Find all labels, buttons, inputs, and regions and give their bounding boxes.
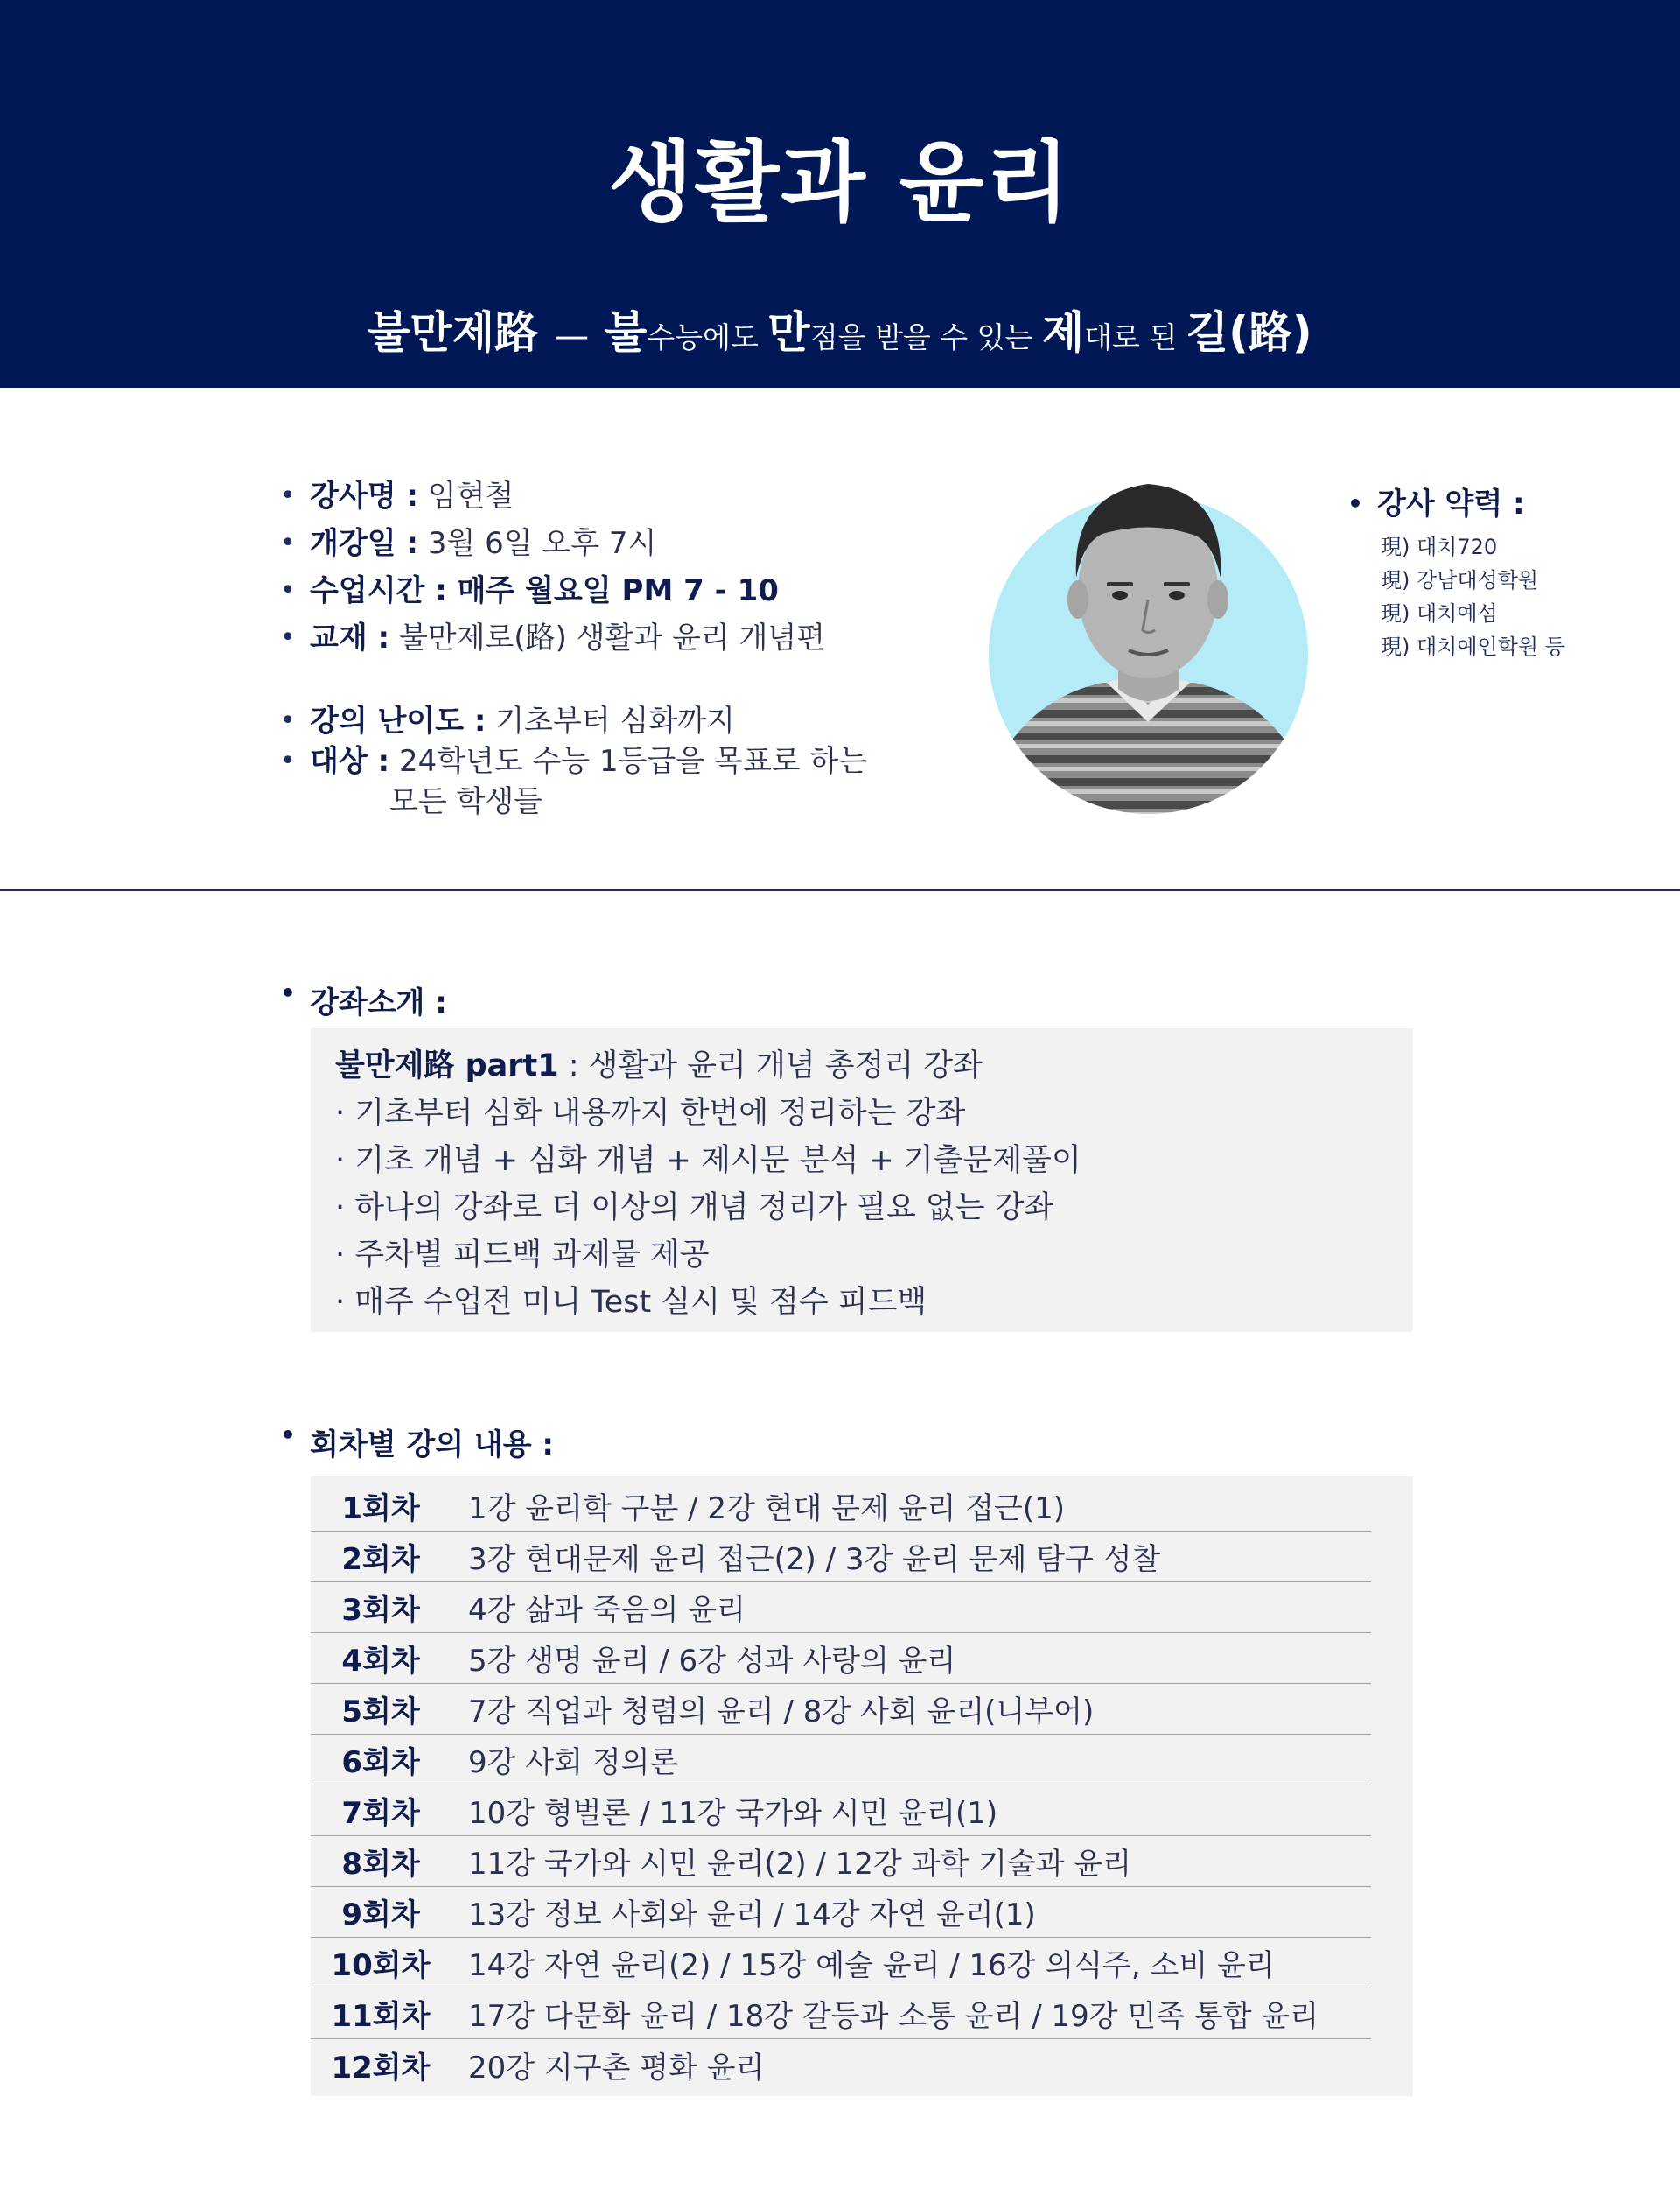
schedule-row: [311, 1836, 1371, 1887]
textbook-value: 불만제로(路) 생활과 윤리 개념편: [398, 621, 826, 656]
session-number: 11회차: [331, 1999, 430, 2034]
instructor-row: [280, 473, 945, 520]
schedule-row: [311, 1785, 1371, 1836]
instructor-label: 강사명 :: [310, 479, 418, 514]
tagline-segment: 수능에도: [647, 320, 768, 354]
start-date-row: [280, 520, 945, 567]
start-date-value: 3월 6일 오후 7시: [427, 526, 657, 561]
career-item: 現) 대치예섬: [1381, 601, 1498, 626]
course-info: [280, 473, 945, 822]
section-divider: [0, 889, 1680, 891]
session-content: 1강 윤리학 구분 / 2강 현대 문제 윤리 접근(1): [468, 1491, 1065, 1526]
instructor-photo: [989, 459, 1308, 814]
class-time-label: 수업시간 : 매주 월요일 PM 7 - 10: [310, 573, 779, 608]
intro-point: · 하나의 강좌로 더 이상의 개념 정리가 필요 없는 강좌: [335, 1190, 1054, 1225]
career-item: 現) 강남대성학원: [1381, 568, 1539, 593]
career-title: • 강사 약력 :: [1348, 483, 1636, 525]
tagline: [0, 298, 1680, 361]
page-title: 생활과 윤리: [608, 131, 1072, 234]
difficulty-row: [280, 701, 945, 741]
schedule-title: • 회차별 강의 내용 :: [280, 1420, 554, 1463]
schedule-row: [311, 1532, 1371, 1582]
session-content: 5강 생명 윤리 / 6강 성과 사랑의 윤리: [468, 1644, 956, 1679]
schedule-row: [311, 1684, 1371, 1735]
tagline-segment: 길(路): [1186, 307, 1312, 358]
target-row: [280, 741, 945, 782]
session-number: 12회차: [331, 2050, 430, 2086]
intro-point: · 주차별 피드백 과제물 제공: [335, 1238, 710, 1273]
target-value-cont: 모든 학생들: [389, 784, 543, 819]
schedule-row: [311, 1988, 1371, 2039]
tagline-segment: 만: [767, 307, 810, 358]
session-number: 5회차: [341, 1694, 420, 1729]
session-content: 4강 삶과 죽음의 윤리: [468, 1593, 746, 1628]
textbook-label: 교재 :: [310, 621, 390, 656]
career-section: [1348, 483, 1636, 663]
course-desc: : 생활과 윤리 개념 총정리 강좌: [558, 1048, 983, 1083]
intro-headline: [335, 1042, 1413, 1090]
target-label: 대상 :: [310, 744, 390, 779]
schedule-table: [311, 1476, 1413, 2096]
session-content: 17강 다문화 윤리 / 18강 갈등과 소통 윤리 / 19강 민족 통합 윤리: [468, 1999, 1320, 2034]
session-content: 7강 직업과 청렴의 윤리 / 8강 사회 윤리(니부어): [468, 1694, 1095, 1729]
session-content: 20강 지구촌 평화 윤리: [468, 2050, 765, 2086]
tagline-segment: 점을 받을 수 있는: [809, 320, 1042, 354]
tagline-segment: 불: [605, 307, 648, 358]
difficulty-label: 강의 난이도 :: [310, 704, 486, 739]
session-number: 3회차: [341, 1593, 420, 1628]
session-number: 9회차: [341, 1897, 420, 1932]
session-content: 3강 현대문제 윤리 접근(2) / 3강 윤리 문제 탐구 성찰: [468, 1542, 1161, 1577]
instructor-portrait-image: [989, 459, 1308, 814]
intro-point: · 기초 개념 + 심화 개념 + 제시문 분석 + 기출문제풀이: [335, 1143, 1082, 1178]
session-number: 8회차: [341, 1847, 420, 1882]
session-number: 6회차: [341, 1745, 420, 1780]
intro-title: • 강좌소개 :: [280, 978, 447, 1021]
session-content: 10강 형벌론 / 11강 국가와 시민 윤리(1): [468, 1796, 998, 1831]
target-value: 24학년도 수능 1등급을 목표로 하는: [398, 744, 868, 779]
header-banner: [0, 0, 1680, 388]
schedule-row: [311, 2039, 1371, 2090]
career-item: 現) 대치예인학원 등: [1381, 635, 1565, 659]
instructor-value: 임현철: [427, 479, 514, 514]
schedule-row: [311, 1735, 1371, 1785]
session-number: 4회차: [341, 1644, 420, 1679]
textbook-row: [280, 614, 945, 662]
intro-box: [311, 1028, 1413, 1332]
session-content: 9강 사회 정의론: [468, 1745, 679, 1780]
start-date-label: 개강일 :: [310, 526, 418, 561]
schedule-row: [311, 1481, 1371, 1532]
schedule-row: [311, 1887, 1371, 1938]
tagline-segment: 대로 된: [1084, 320, 1186, 354]
schedule-row: [311, 1938, 1371, 1988]
session-number: 2회차: [341, 1542, 420, 1577]
session-content: 11강 국가와 시민 윤리(2) / 12강 과학 기술과 윤리: [468, 1847, 1132, 1882]
tagline-segment: —: [554, 316, 590, 356]
course-name: 불만제路 part1: [335, 1048, 559, 1083]
tagline-segment: 불만제路: [368, 307, 539, 358]
session-content: 13강 정보 사회와 윤리 / 14강 자연 윤리(1): [468, 1897, 1036, 1932]
career-list: [1348, 530, 1636, 663]
intro-point: · 매주 수업전 미니 Test 실시 및 점수 피드백: [335, 1285, 928, 1320]
schedule-row: [311, 1633, 1371, 1684]
intro-point: · 기초부터 심화 내용까지 한번에 정리하는 강좌: [335, 1096, 966, 1131]
class-time-row: [280, 567, 945, 614]
difficulty-value: 기초부터 심화까지: [495, 704, 735, 739]
session-number: 10회차: [331, 1948, 430, 1983]
schedule-row: [311, 1582, 1371, 1633]
session-number: 1회차: [341, 1491, 420, 1526]
session-number: 7회차: [341, 1796, 420, 1831]
session-content: 14강 자연 윤리(2) / 15강 예술 윤리 / 16강 의식주, 소비 윤리: [468, 1948, 1275, 1983]
career-item: 現) 대치720: [1381, 535, 1498, 559]
tagline-segment: 제: [1041, 307, 1085, 358]
